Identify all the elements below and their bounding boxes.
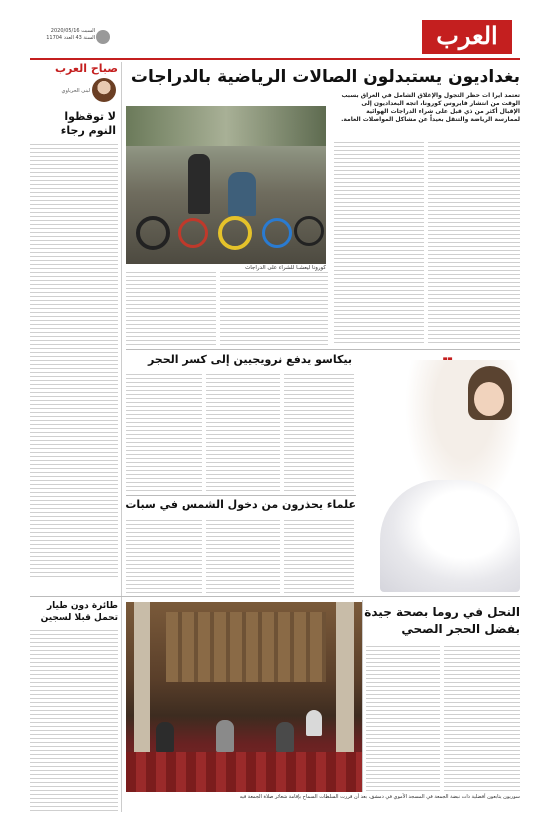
picasso-headline: بيكاسو يدفع نرويجيين إلى كسر الحجر — [147, 353, 352, 366]
mosque-photo — [126, 602, 362, 792]
column-title-line2: النوم رجاء — [60, 124, 116, 137]
scientists-body-col1 — [284, 518, 354, 594]
bicycles-photo-caption: كورونا ليعشـا للشراء على الدراجات — [245, 265, 326, 271]
column-title — [32, 110, 116, 138]
worshipper-figure — [306, 710, 322, 736]
bicycle-wheel — [218, 216, 252, 250]
lead-intro: تعتمد آيرآ ات حظر التجول والإغلاق الشامل في العراق بسبب الوقت من انتشار فايروس كورونا، اتجه البغداديون إلى الإقبال أكثر من ذي قبل على شراء الدراجات الهوائية لممارسة الرياضة والتنقل بعيداً عن مشاكل المواصلات العامة. — [341, 92, 520, 123]
worshipper-figure — [216, 720, 234, 752]
scientists-body-col2 — [206, 518, 280, 594]
singer-photo — [360, 360, 520, 592]
bees-body-col2 — [366, 644, 440, 792]
bees-headline-line2: بفضل الحجر الصحي — [401, 622, 520, 636]
edition-issue: السنة 43 العدد 11704 — [46, 35, 95, 41]
scientists-body-col3 — [126, 518, 202, 594]
left-column — [30, 60, 118, 580]
drone-headline-line2: تحمل قبلا لسجين — [40, 613, 118, 623]
scientists-headline: علماء يحذرون من دخول الشمس في سبات — [125, 498, 356, 511]
edition-icon — [96, 30, 110, 44]
prayer-carpet — [126, 752, 362, 792]
bees-headline-line1: النحل في روما بصحة جيدة — [364, 605, 520, 619]
person-figure — [188, 154, 210, 214]
singer-dress — [380, 480, 520, 592]
picasso-body-col1 — [284, 372, 354, 492]
lead-body-col2 — [334, 140, 424, 345]
lead-body-col1 — [428, 140, 520, 345]
middle-rule — [30, 596, 520, 597]
bicycle-wheel — [262, 218, 292, 248]
picasso-body-col3 — [126, 372, 202, 492]
shop-awning — [126, 106, 326, 146]
bees-headline — [364, 604, 520, 638]
drone-headline — [30, 600, 118, 624]
edition-info — [35, 28, 95, 50]
drone-body — [30, 628, 118, 812]
picasso-body-col2 — [206, 372, 280, 492]
lead-bottom-rule — [126, 349, 520, 350]
worshipper-figure — [276, 722, 294, 752]
lead-body-col3 — [220, 270, 328, 345]
bicycle-wheel — [136, 216, 170, 250]
column-title-line1: لا توقظوا — [64, 110, 116, 123]
logo-text: العرب — [436, 21, 498, 50]
author-name: لبنى الحرباوي — [61, 88, 90, 94]
picasso-bottom-rule — [126, 495, 356, 496]
lead-body-col4 — [126, 270, 216, 345]
mosque-caption: سوريون يتابعون أفضلية ذات نبضة الجمعة في المسجد الأموي في دمشق، بعد أن قررت السلطات السماح بإقامة شعائر صلاة الجمعة فيه — [239, 794, 520, 800]
bees-body-col1 — [444, 644, 520, 792]
person-figure-2 — [228, 172, 256, 216]
mosque-column — [336, 602, 354, 752]
mosque-wall-ornament — [166, 612, 326, 682]
bicycles-photo — [126, 106, 326, 264]
masthead — [0, 0, 550, 58]
logo — [422, 20, 512, 54]
worshipper-figure — [156, 722, 174, 752]
mosque-column — [134, 602, 150, 752]
singer-face — [474, 382, 504, 416]
right-lower-divider — [362, 600, 363, 792]
column-body — [30, 142, 118, 580]
column-section-label: صباح العرب — [54, 62, 118, 75]
lead-headline: بغداديون يستبدلون الصالات الرياضية بالدراجات — [130, 67, 520, 87]
author-avatar — [92, 78, 116, 102]
bicycle-wheel — [294, 216, 324, 246]
drone-headline-line1: طائرة دون طيار — [46, 601, 118, 611]
bicycle-wheel — [178, 218, 208, 248]
edition-date: السبت 2020/05/16 — [50, 28, 95, 34]
left-column-divider — [121, 62, 122, 812]
